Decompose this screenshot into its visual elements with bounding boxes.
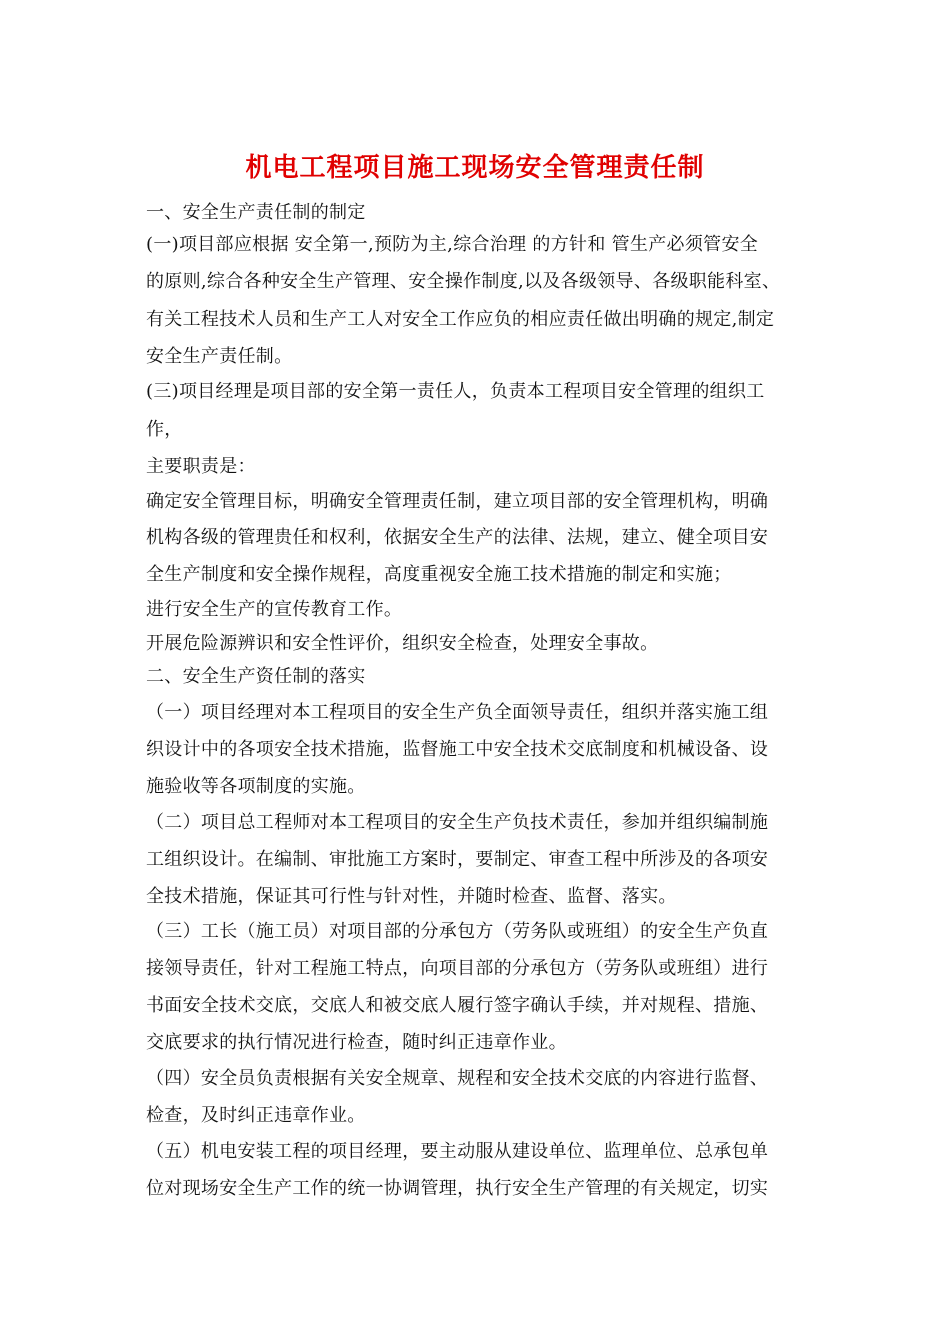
paragraph-line: 的原则,综合各种安全生产管理、安全操作制度,以及各级领导、各级职能科室、 <box>146 271 781 292</box>
paragraph-line: 作， <box>146 419 183 440</box>
paragraph-line: 一、安全生产责任制的制定 <box>146 202 366 223</box>
paragraph-line: 机构各级的管理贵任和权利，依据安全生产的法律、法规，建立、健全项目安 <box>146 527 769 548</box>
paragraph-line: 全生产制度和安全操作规程，高度重视安全施工技术措施的制定和实施； <box>146 564 732 585</box>
paragraph-line: 交底要求的执行情况进行检查，随时纠正违章作业。 <box>146 1032 567 1053</box>
paragraph-line: (三)项目经理是项目部的安全第一责任人，负责本工程项目安全管理的组织工 <box>146 381 765 402</box>
paragraph-line: 书面安全技术交底，交底人和被交底人履行签字确认手续，并对规程、措施、 <box>146 995 769 1016</box>
paragraph-line: 工组织设计。在编制、审批施工方案时，要制定、审查工程中所涉及的各项安 <box>146 849 769 870</box>
paragraph-line: (一)项目部应根据 安全第一,预防为主,综合治理 的方针和 管生产必须管安全 <box>146 234 759 255</box>
paragraph-line: 全技术措施，保证其可行性与针对性，并随时检查、监督、落实。 <box>146 886 677 907</box>
paragraph-line: （五）机电安装工程的项目经理，要主动服从建设单位、监理单位、总承包单 <box>146 1141 769 1162</box>
paragraph-line: 织设计中的各项安全技术措施，监督施工中安全技术交底制度和机械设备、设 <box>146 739 769 760</box>
section-heading: 二、安全生产资任制的落实 <box>146 666 366 687</box>
paragraph-line: 确定安全管理目标，明确安全管理责任制，建立项目部的安全管理机构，明确 <box>146 491 769 512</box>
paragraph-line: 主要职责是： <box>146 456 256 477</box>
paragraph-line: 施验收等各项制度的实施。 <box>146 776 366 797</box>
paragraph-line: （二）项目总工程师对本工程项目的安全生产负技术责任，参加并组织编制施 <box>146 812 769 833</box>
paragraph-line: 位对现场安全生产工作的统一协调管理，执行安全生产管理的有关规定，切实 <box>146 1178 769 1199</box>
paragraph-line: 进行安全生产的宣传教育工作。 <box>146 599 403 620</box>
paragraph-line: 安全生产责任制。 <box>146 346 293 367</box>
document-title: 机电工程项目施工现场安全管理责任制 <box>245 153 705 183</box>
paragraph-line: 接领导责任，针对工程施工特点，向项目部的分承包方（劳务队或班组）进行 <box>146 958 769 979</box>
paragraph-line: （三）工长（施工员）对项目部的分承包方（劳务队或班组）的安全生产负直 <box>146 921 769 942</box>
paragraph-line: 检查，及时纠正违章作业。 <box>146 1105 366 1126</box>
paragraph-line: 有关工程技术人员和生产工人对安全工作应负的相应责任做出明确的规定,制定 <box>146 309 775 330</box>
paragraph-line: 开展危险源辨识和安全性评价，组织安全检查，处理安全事故。 <box>146 633 659 654</box>
paragraph-line: （一）项目经理对本工程项目的安全生产负全面领导责任，组织并落实施工组 <box>146 702 769 723</box>
paragraph-line: （四）安全员负责根据有关安全规章、规程和安全技术交底的内容进行监督、 <box>146 1068 769 1089</box>
